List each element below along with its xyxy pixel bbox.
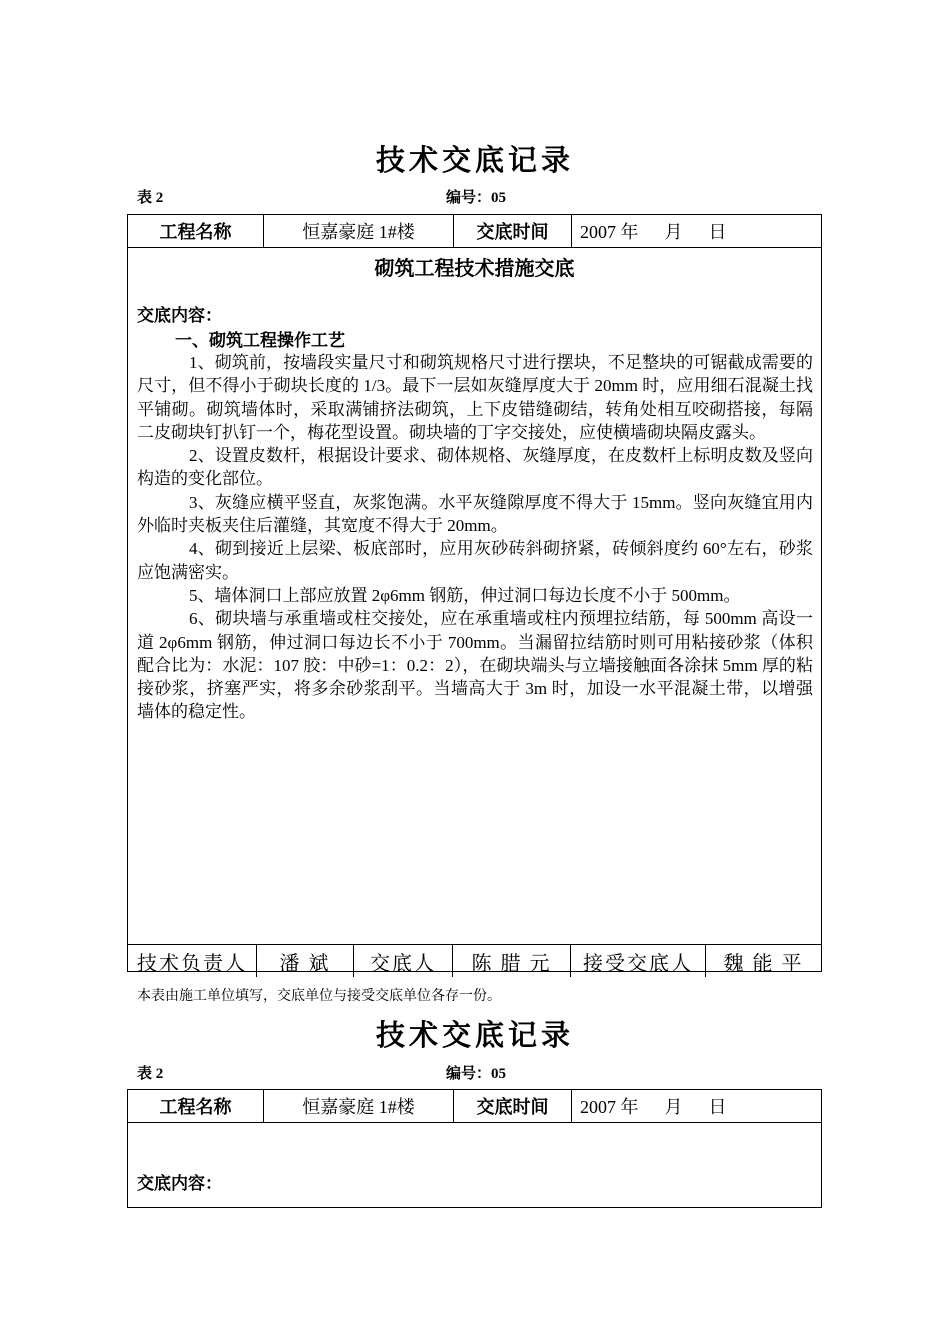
date-year: 2007 年 [580, 222, 639, 242]
paragraph-5: 5、墙体洞口上部应放置 2φ6mm 钢筋，伸过洞口每边长度不小于 500mm。 [189, 585, 741, 605]
receiver-name: 魏 能 平 [723, 952, 804, 975]
record1-footnote: 本表由施工单位填写，交底单位与接受交底单位各存一份。 [137, 989, 501, 1004]
date-month: 月 [664, 1097, 683, 1117]
content-subtitle: 砌筑工程技术措施交底 [374, 258, 575, 280]
date-year: 2007 年 [580, 1097, 639, 1117]
record2-serial-number: 编号：05 [446, 1066, 507, 1082]
date-day: 日 [708, 222, 727, 242]
paragraph-3: 3、灰缝应横平竖直，灰浆饱满。水平灰缝隙厚度不得大于 15mm。竖向灰缝宜用内外临时夹板夹住后灌缝，其宽度不得大于 20mm。 [137, 492, 813, 536]
content-label: 交底内容： [137, 1174, 222, 1193]
tech-lead-label: 技术负责人 [128, 945, 257, 977]
record2-content [128, 1123, 821, 1207]
presenter-label: 交底人 [354, 945, 453, 977]
project-name-value: 恒嘉豪庭 1#楼 [264, 1090, 454, 1122]
paragraph-1: 1、砌筑前，按墙段实量尺寸和砌筑规格尺寸进行摆块，不足整块的可锯截成需要的尺寸，但不得小于砌块长度的 1/3。最下一层如灰缝厚度大于 20mm 时，应用细石混凝土找平铺砌。砌筑墙体时，采取满铺挤法砌筑，上下皮错缝砌结，转角处相互咬砌搭接，每隔二皮砌块钉扒钉一个，梅花型设置。砌块墙的丁字交接处，应使横墙砌块隔皮露头。 [137, 353, 813, 442]
receiver-label: 接受交底人 [571, 945, 706, 977]
record1-table-number: 表 2 [137, 190, 164, 206]
record1-content [128, 252, 821, 944]
paragraph-2: 2、设置皮数杆，根据设计要求、砌体规格、灰缝厚度，在皮数杆上标明皮数及竖向构造的变化部位。 [137, 446, 813, 489]
content-label: 交底内容： [137, 306, 222, 325]
record1-form [127, 214, 822, 975]
handover-time-label: 交底时间 [454, 1090, 572, 1122]
project-name-label: 工程名称 [128, 215, 264, 247]
record2-form [127, 1089, 822, 1208]
tech-lead-name: 潘 斌 [257, 945, 354, 977]
signature-row [128, 944, 821, 977]
project-name-value: 恒嘉豪庭 1#楼 [264, 215, 454, 247]
record2-table-number: 表 2 [137, 1066, 164, 1082]
record2-title: 技术交底记录 [375, 1020, 574, 1052]
paragraph-6: 6、砌块墙与承重墙或柱交接处，应在承重墙或柱内预埋拉结筋，每 500mm 高设一道 2φ6mm 钢筋，伸过洞口每边长不小于 700mm。当漏留拉结筋时则可用粘接砂浆（体积配合比为：水泥：107 胶：中砂=1：0.2：2），在砌块端头与立墙接触面各涂抹 5mm 厚的粘接砂浆，挤塞严实，将多余砂浆刮平。当墙高大于 3m 时，加设一水平混凝土带，以增强墙体的稳定性。 [137, 609, 813, 722]
date-day: 日 [708, 1097, 727, 1117]
record1-header-row [128, 215, 821, 248]
record1-title: 技术交底记录 [375, 145, 574, 177]
section-title: 一、砌筑工程操作工艺 [175, 331, 345, 350]
presenter-name: 陈 腊 元 [453, 945, 571, 977]
handover-date [572, 1090, 821, 1122]
handover-time-label: 交底时间 [454, 215, 572, 247]
handover-date [572, 215, 821, 247]
record2-header-row [128, 1090, 821, 1123]
record1-serial-number: 编号：05 [446, 190, 507, 206]
date-month: 月 [664, 222, 683, 242]
project-name-label: 工程名称 [128, 1090, 264, 1122]
paragraph-4: 4、砌到接近上层梁、板底部时，应用灰砂砖斜砌挤紧，砖倾斜度约 60°左右，砂浆应饱满密实。 [137, 539, 813, 582]
